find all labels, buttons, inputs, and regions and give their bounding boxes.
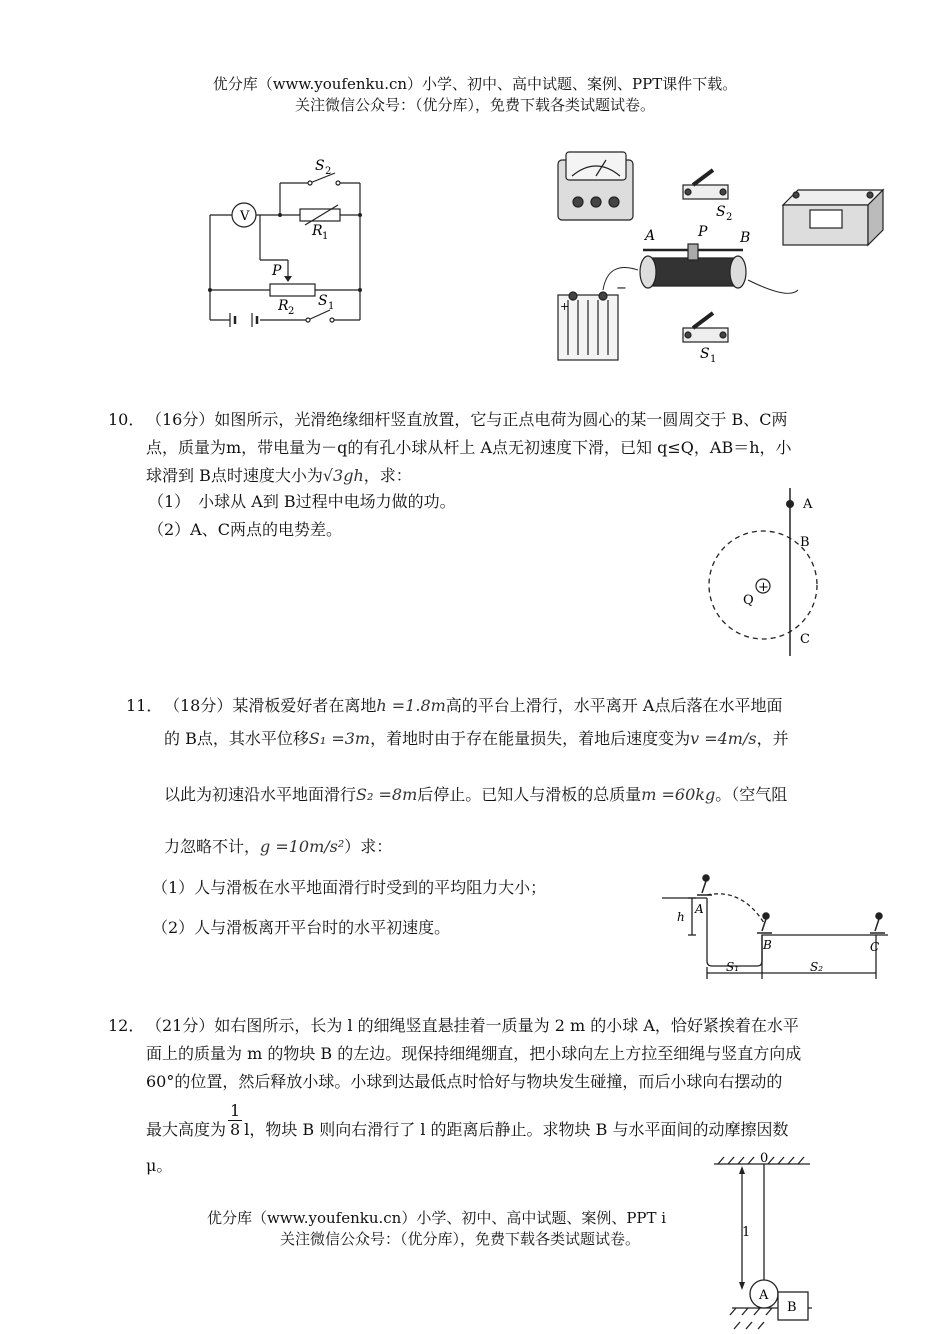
q11-line-2c: ，并 xyxy=(756,729,789,748)
q10-line-1: （16分）如图所示，光滑绝缘细杆竖直放置，它与正点电荷为圆心的某一圆周交于 B、C两 xyxy=(146,410,788,429)
knife-switch-s2-icon xyxy=(683,170,728,199)
q11-h-math: h =1.8m xyxy=(376,696,446,715)
q10-sub-1: （1） 小球从 A到 B过程中电场力做的功。 xyxy=(148,492,456,511)
q11-line-4 xyxy=(164,832,392,862)
q11-line-3b: 后停止。已知人与滑板的总质量 xyxy=(417,785,642,804)
resistor-r2-icon xyxy=(270,284,315,296)
r1-sub: 1 xyxy=(322,231,329,242)
q10-q-label: Q xyxy=(743,593,754,608)
q11-line-1b: 高的平台上滑行，水平离开 A点后落在水平地面 xyxy=(445,696,783,715)
s2-label: S xyxy=(315,158,325,174)
q11-s2-label: S₂ xyxy=(810,960,824,974)
app-s1-sub: 1 xyxy=(710,354,717,365)
skater-icon xyxy=(697,875,885,933)
q11-figure xyxy=(662,873,890,983)
r2-label: R xyxy=(278,298,289,314)
q12-number: 12． xyxy=(108,1016,145,1035)
rheostat-icon xyxy=(640,244,746,288)
app-s2-label: S xyxy=(716,204,726,220)
battery-plus: + xyxy=(560,300,570,313)
q10-line-2: 点，质量为m，带电量为－q的有孔小球从杆上 A点无初速度下滑，已知 q≤Q，AB＝h，小 xyxy=(146,438,792,457)
q12-figure xyxy=(712,1148,822,1332)
resistor-r1-icon xyxy=(300,209,340,221)
q10-a-label: A xyxy=(803,497,813,512)
q12-a-label: A xyxy=(759,1288,769,1303)
switch-s1-icon xyxy=(308,310,330,320)
voltmeter-device-icon xyxy=(558,152,633,220)
q12-fraction xyxy=(228,1102,242,1139)
question-11 xyxy=(126,692,898,720)
q10-line-3b: ，求： xyxy=(363,466,412,485)
q11-line-2b: ，着地时由于存在能量损失，着地后速度变为 xyxy=(370,729,691,748)
app-b-label: B xyxy=(740,230,751,246)
header-line-1: 优分库（www.youfenku.cn）小学、初中、高中试题、案例、PPT课件下载。 xyxy=(212,75,738,93)
p-label: P xyxy=(272,263,282,279)
q11-s2-math: S₂ =8m xyxy=(356,785,418,804)
q11-line-4a: 力忽略不计， xyxy=(164,837,261,856)
q12-frac-num: 1 xyxy=(230,1101,241,1120)
q10-plus: + xyxy=(758,580,769,595)
knife-switch-s1-icon xyxy=(683,313,728,342)
s2-sub: 2 xyxy=(325,166,332,177)
q11-g-math: g =10m/s² xyxy=(260,837,345,856)
q12-line-5: μ。 xyxy=(146,1156,173,1175)
q11-c-label: C xyxy=(870,940,880,954)
q12-line-2: 面上的质量为 m 的物块 B 的左边。现保持细绳绷直，把小球向左上方拉至细绳与竖直方向成 xyxy=(146,1044,802,1063)
circuit-diagram xyxy=(200,155,380,330)
q11-line-2a: 的 B点，其水平位移 xyxy=(164,729,309,748)
q10-number: 10． xyxy=(108,410,145,429)
q11-v-math: v =4m/s xyxy=(690,729,757,748)
r1-label: R xyxy=(312,223,323,239)
footer-line-1: 优分库（www.youfenku.cn）小学、初中、高中试题、案例、PPT i xyxy=(207,1209,667,1227)
q10-c-label: C xyxy=(800,632,810,647)
q12-frac-den: 8 xyxy=(230,1120,241,1139)
q10-sqrt-math: √3gh xyxy=(322,466,364,485)
q11-sub-1: （1）人与滑板在水平地面滑行时受到的平均阻力大小； xyxy=(152,878,547,897)
q12-line-1: （21分）如右图所示，长为 l 的细绳竖直悬挂着一质量为 2 m 的小球 A，恰好紧挨着在水平 xyxy=(146,1016,799,1035)
q12-line-4b: l，物块 B 则向右滑行了 l 的距离后静止。求物块 B 与水平面间的动摩擦因数 xyxy=(244,1120,789,1139)
app-s2-sub: 2 xyxy=(726,212,733,223)
s1-label: S xyxy=(318,293,328,309)
q10-b-label: B xyxy=(800,535,810,550)
header-line-2: 关注微信公众号：（优分库），免费下载各类试题试卷。 xyxy=(294,96,655,114)
q11-s1-label: S₁ xyxy=(726,960,740,974)
app-a-label: A xyxy=(645,228,656,244)
q11-sub-2: （2）人与滑板离开平台时的水平初速度。 xyxy=(152,918,451,937)
q12-l-label: 1 xyxy=(742,1225,751,1240)
q11-line-1a: （18分）某滑板爱好者在离地 xyxy=(164,696,377,715)
q11-line-3c: 。（空气阻 xyxy=(715,785,788,804)
r2-sub: 2 xyxy=(288,306,295,317)
q11-m-math: m =60kg xyxy=(641,785,716,804)
q10-sub-2: （2）A、C两点的电势差。 xyxy=(148,520,342,539)
q11-line-4b: ）求： xyxy=(344,837,393,856)
ball-a-icon xyxy=(786,500,794,508)
apparatus-drawing xyxy=(548,140,898,370)
voltmeter-label: V xyxy=(240,209,250,224)
q11-line-3a: 以此为初速沿水平地面滑行 xyxy=(164,785,357,804)
app-s1-label: S xyxy=(700,346,710,362)
footer-line-2: 关注微信公众号：（优分库），免费下载各类试题试卷。 xyxy=(280,1230,641,1248)
battery-minus: − xyxy=(616,281,627,296)
question-10 xyxy=(108,406,898,490)
q11-s1-math: S₁ =3m xyxy=(308,729,371,748)
q12-o-label: 0 xyxy=(760,1151,769,1166)
q10-figure xyxy=(705,488,835,663)
q11-b-label: B xyxy=(763,938,772,952)
s1-sub: 1 xyxy=(328,301,335,312)
q10-line-3a: 球滑到 B点时速度大小为 xyxy=(146,466,323,485)
q11-line-3 xyxy=(164,780,787,810)
q11-line-2 xyxy=(164,724,789,754)
q11-h-label: h xyxy=(677,910,685,924)
q12-b-label: B xyxy=(787,1300,797,1315)
app-p-label: P xyxy=(698,224,708,240)
q12-line-4a: 最大高度为 xyxy=(146,1120,227,1139)
q11-a-label: A xyxy=(695,902,704,916)
q11-number: 11． xyxy=(126,696,163,715)
q12-line-3: 60°的位置，然后释放小球。小球到达最低点时恰好与物块发生碰撞，而后小球向右摆动的 xyxy=(146,1072,783,1091)
resistance-box-icon xyxy=(783,190,883,245)
